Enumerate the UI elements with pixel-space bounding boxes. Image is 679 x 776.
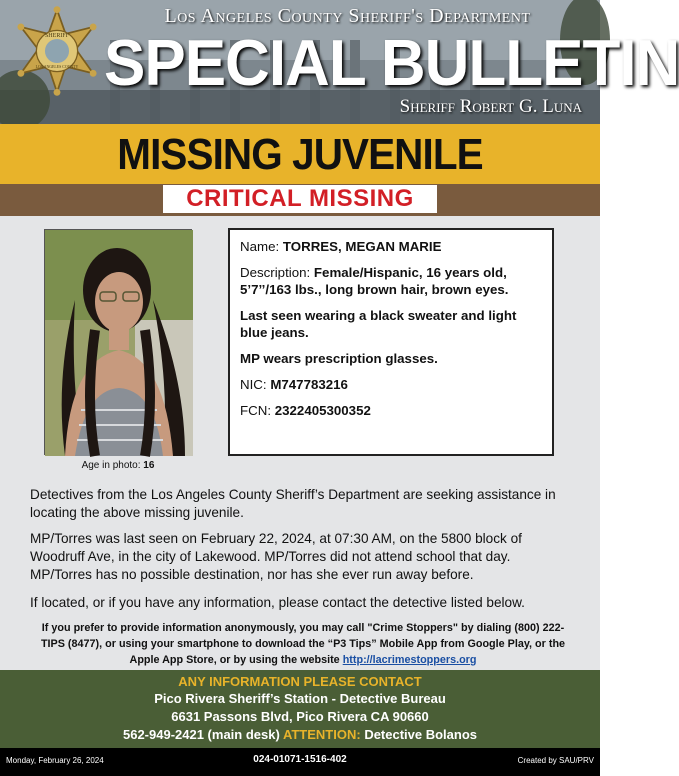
assistance-paragraph: Detectives from the Los Angeles County Sheriff’s Department are seeking assistance in locating the above missing juvenile.: [30, 487, 556, 520]
crime-stoppers-link[interactable]: http://lacrimestoppers.org: [342, 654, 477, 666]
nic-label: NIC:: [240, 377, 267, 392]
missing-person-photo: [44, 229, 192, 455]
case-number: 024-01071-1516-402: [253, 754, 347, 765]
description-row: [240, 264, 542, 298]
bulletin-date: Monday, February 26, 2024: [6, 756, 104, 765]
title-band: [0, 124, 600, 184]
fcn-value: 2322405300352: [274, 403, 371, 418]
station-address: 6631 Passons Blvd, Pico Rivera CA 90660: [171, 709, 429, 724]
sheriff-star-badge-icon: [14, 8, 100, 94]
badge-bottom-text: LOS ANGELES COUNTY: [35, 65, 79, 70]
bulletin-header: [0, 0, 679, 124]
nic-row: [240, 376, 542, 393]
missing-juvenile-title: MISSING JUVENILE: [117, 130, 483, 179]
created-by: Created by SAU/PRV: [517, 756, 594, 765]
name-row: [240, 238, 542, 255]
department-name: Los Angeles County Sheriff's Department: [164, 5, 531, 27]
detective-name: Detective Bolanos: [364, 727, 478, 742]
contact-heading: ANY INFORMATION PLEASE CONTACT: [178, 674, 422, 689]
name-label: Name:: [240, 239, 280, 254]
glasses-note: MP wears prescription glasses.: [240, 351, 438, 366]
name-value: TORRES, MEGAN MARIE: [282, 239, 442, 254]
critical-missing-badge: CRITICAL MISSING: [163, 185, 437, 213]
person-info-box: [228, 228, 554, 456]
fcn-row: [240, 402, 542, 419]
age-label: Age in photo:: [81, 460, 141, 471]
attention-label: ATTENTION:: [282, 727, 361, 742]
badge-top-text: SHERIFF: [44, 33, 70, 40]
footer-bar: [0, 748, 600, 776]
age-in-photo: [44, 460, 192, 471]
crime-stoppers-note: [38, 620, 568, 668]
fcn-label: FCN:: [240, 403, 272, 418]
crime-stoppers-text: If you prefer to provide information anonymously, you may call "Crime Stoppers" by dialing (800) 222-TIPS (8477), or using your smartphone to download the “P3 Tips” Mobile App from Google Play, or the Apple App Store, or by using the website: [40, 622, 566, 666]
age-value: 16: [143, 460, 155, 471]
last-seen-paragraph: MP/Torres was last seen on February 22, 2024, at 07:30 AM, on the 5800 block of Woodruff Ave, in the city of Lakewood. MP/Torres did not attend school that day. MP/Torres has no possible destination, nor has she ever run away before.: [30, 531, 522, 582]
description-value: Female/Hispanic, 16 years old, 5’7’’/163 lbs., long brown hair, brown eyes.: [240, 265, 509, 297]
description-label: Description:: [240, 265, 311, 280]
bulletin-title: SPECIAL BULLETIN: [104, 27, 679, 100]
station-name: Pico Rivera Sheriff’s Station - Detective Bureau: [154, 691, 446, 706]
last-seen-clothing: Last seen wearing a black sweater and light blue jeans.: [240, 308, 517, 340]
sheriff-name: Sheriff Robert G. Luna: [399, 96, 582, 117]
nic-value: M747783216: [270, 377, 348, 392]
station-phone: 562-949-2421 (main desk): [122, 727, 280, 742]
contact-band: [0, 670, 600, 748]
contact-instruction-paragraph: If located, or if you have any information, please contact the detective listed below.: [30, 595, 525, 610]
phone-attention-line: [0, 726, 600, 744]
